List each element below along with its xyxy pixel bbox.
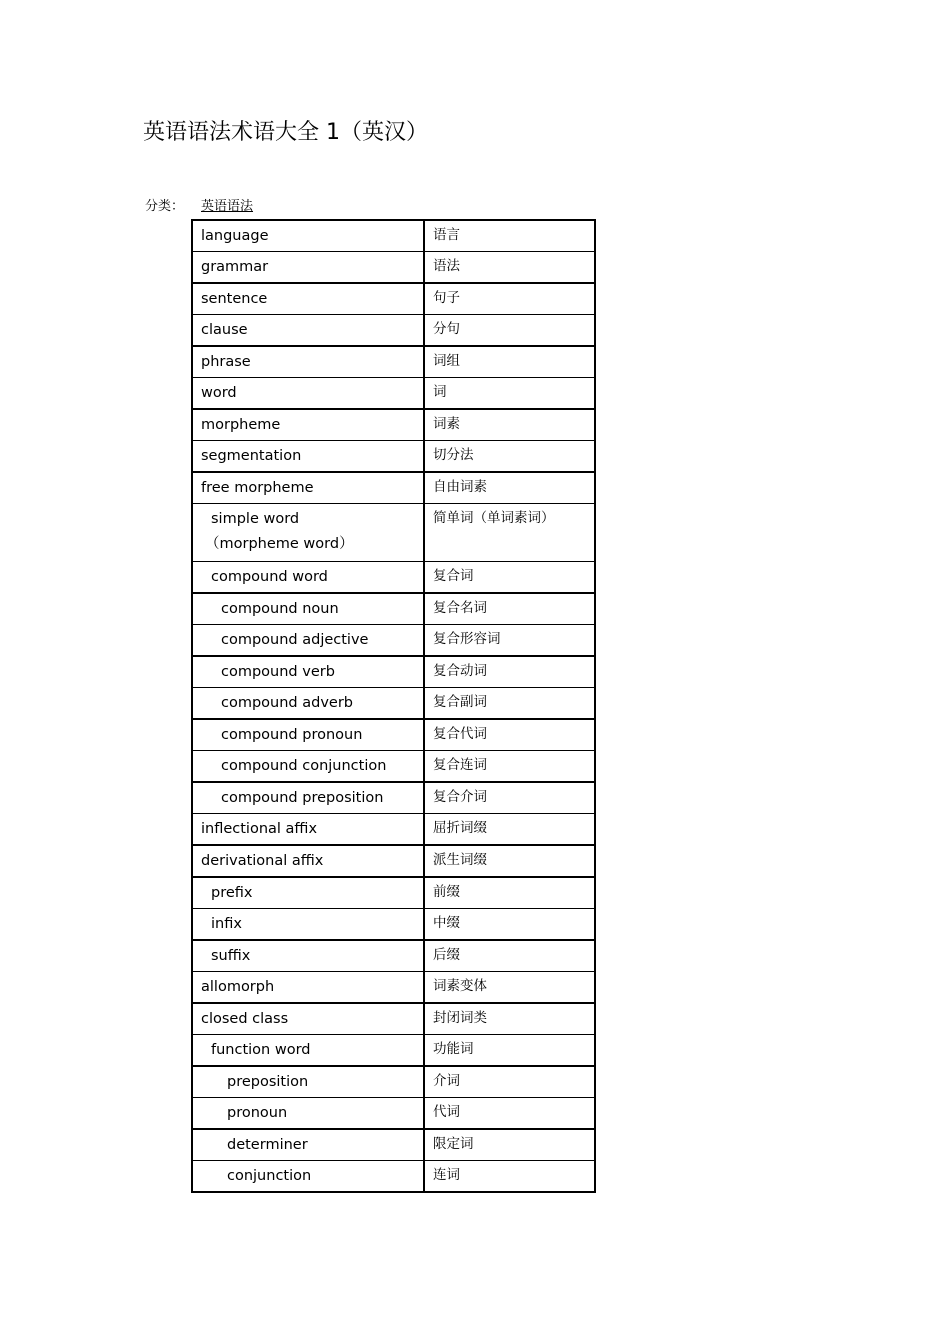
term-english-cell [192, 814, 424, 846]
term-english-cell [192, 378, 424, 410]
term-english-cell [192, 782, 424, 814]
term-chinese: 分句 [424, 315, 595, 347]
term-english-cell [192, 1003, 424, 1035]
term-chinese: 屈折词缀 [424, 814, 595, 846]
term-chinese: 复合形容词 [424, 625, 595, 657]
term-english-cell [192, 441, 424, 473]
table-row [192, 719, 595, 751]
page-title: 英语语法术语大全 1（英汉） [143, 120, 428, 145]
term-chinese: 复合名词 [424, 593, 595, 625]
term-chinese: 词 [424, 378, 595, 410]
table-row [192, 593, 595, 625]
table-row [192, 656, 595, 688]
term-chinese: 复合代词 [424, 719, 595, 751]
table-row [192, 562, 595, 594]
term-english: derivational affix [201, 853, 324, 869]
term-english: clause [201, 322, 248, 338]
term-chinese: 词素 [424, 409, 595, 441]
term-english-cell [192, 1034, 424, 1066]
term-chinese: 词组 [424, 346, 595, 378]
term-english: inflectional affix [201, 821, 318, 837]
term-english-cell [192, 908, 424, 940]
term-chinese: 复合介词 [424, 782, 595, 814]
table-row [192, 346, 595, 378]
term-chinese: 切分法 [424, 441, 595, 473]
table-row [192, 814, 595, 846]
term-chinese: 封闭词类 [424, 1003, 595, 1035]
term-english: function word [211, 1041, 311, 1058]
term-chinese: 连词 [424, 1160, 595, 1192]
term-english: compound pronoun [221, 727, 363, 743]
term-english: free morpheme [201, 480, 314, 496]
term-english-cell [192, 472, 424, 504]
term-english-cell [192, 1097, 424, 1129]
term-english: compound preposition [221, 790, 384, 806]
term-english: compound verb [221, 664, 335, 680]
term-english-cell [192, 346, 424, 378]
term-english: compound word [211, 569, 328, 585]
glossary-table-body [192, 220, 595, 1192]
term-english-cell [192, 409, 424, 441]
term-chinese: 复合连词 [424, 751, 595, 783]
term-chinese: 代词 [424, 1097, 595, 1129]
table-row [192, 908, 595, 940]
term-english-cell [192, 688, 424, 720]
table-row [192, 252, 595, 284]
table-row [192, 688, 595, 720]
table-row [192, 971, 595, 1003]
term-english-cell [192, 656, 424, 688]
term-chinese: 前缀 [424, 877, 595, 909]
table-row [192, 1066, 595, 1098]
term-english: morpheme [201, 417, 281, 433]
term-english-cell [192, 220, 424, 252]
term-english: compound noun [221, 601, 339, 617]
table-row [192, 782, 595, 814]
table-row [192, 1097, 595, 1129]
table-row [192, 1003, 595, 1035]
term-english-alt: （morpheme word） [205, 536, 354, 552]
table-row [192, 625, 595, 657]
category-label: 分类： [145, 199, 185, 214]
term-english: pronoun [227, 1104, 288, 1121]
term-english-cell [192, 593, 424, 625]
term-english-cell [192, 1066, 424, 1098]
term-english: phrase [201, 354, 251, 370]
term-chinese: 语法 [424, 252, 595, 284]
term-english-cell [192, 940, 424, 972]
term-chinese: 功能词 [424, 1034, 595, 1066]
table-row [192, 472, 595, 504]
term-english: prefix [211, 884, 253, 901]
term-chinese: 限定词 [424, 1129, 595, 1161]
term-chinese: 中缀 [424, 908, 595, 940]
term-english-cell [192, 504, 424, 562]
term-chinese: 派生词缀 [424, 845, 595, 877]
term-english-cell [192, 845, 424, 877]
table-row [192, 877, 595, 909]
term-english: determiner [227, 1136, 308, 1153]
term-english-cell [192, 719, 424, 751]
term-english-cell [192, 877, 424, 909]
term-chinese: 词素变体 [424, 971, 595, 1003]
term-chinese: 介词 [424, 1066, 595, 1098]
term-english: segmentation [201, 448, 302, 464]
term-english: language [201, 228, 269, 244]
table-row [192, 409, 595, 441]
term-english: allomorph [201, 978, 275, 995]
table-row [192, 845, 595, 877]
term-english-cell [192, 625, 424, 657]
term-english-cell [192, 1129, 424, 1161]
term-chinese: 复合词 [424, 562, 595, 594]
term-english: closed class [201, 1010, 289, 1027]
term-english-cell [192, 971, 424, 1003]
term-english: sentence [201, 291, 268, 307]
term-english-cell [192, 1160, 424, 1192]
term-english-cell [192, 562, 424, 594]
term-chinese: 复合副词 [424, 688, 595, 720]
table-row [192, 220, 595, 252]
term-chinese: 句子 [424, 283, 595, 315]
table-row [192, 441, 595, 473]
term-english: conjunction [227, 1167, 312, 1184]
table-row [192, 1129, 595, 1161]
table-row [192, 315, 595, 347]
term-english: word [201, 385, 237, 401]
term-english: compound adverb [221, 695, 353, 711]
term-english: simple word [211, 511, 300, 527]
term-english-cell [192, 283, 424, 315]
term-english: suffix [211, 947, 251, 964]
table-row [192, 1034, 595, 1066]
term-chinese: 简单词（单词素词） [424, 504, 595, 562]
category-link[interactable]: 英语语法 [201, 199, 254, 214]
term-chinese: 复合动词 [424, 656, 595, 688]
term-english-cell [192, 751, 424, 783]
table-row [192, 1160, 595, 1192]
glossary-table [191, 219, 596, 1193]
table-row [192, 378, 595, 410]
table-row [192, 283, 595, 315]
term-chinese: 自由词素 [424, 472, 595, 504]
term-chinese: 后缀 [424, 940, 595, 972]
category-line [145, 197, 254, 217]
term-english: infix [211, 915, 242, 932]
term-english: compound adjective [221, 632, 369, 648]
table-row [192, 940, 595, 972]
table-row [192, 504, 595, 562]
term-english: grammar [201, 259, 269, 275]
term-english: compound conjunction [221, 758, 387, 774]
term-english: preposition [227, 1073, 309, 1090]
table-row [192, 751, 595, 783]
term-english-cell [192, 315, 424, 347]
term-english-cell [192, 252, 424, 284]
term-chinese: 语言 [424, 220, 595, 252]
